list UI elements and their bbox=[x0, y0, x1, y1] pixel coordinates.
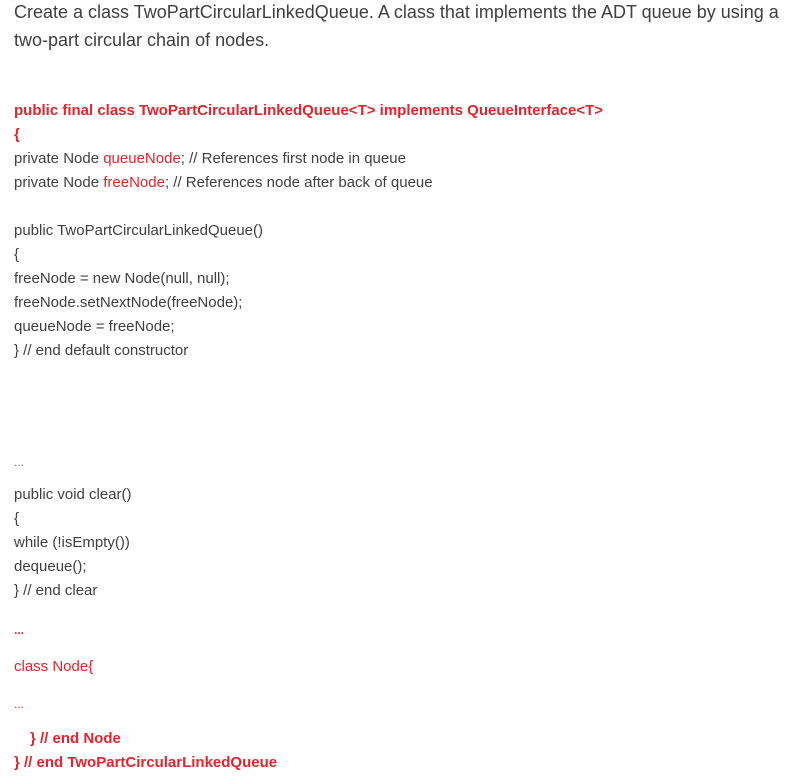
field-comment: ; // References node after back of queue bbox=[164, 174, 433, 191]
field-queue-node bbox=[14, 149, 406, 169]
constructor-close: } // end default constructor bbox=[14, 342, 189, 359]
class-close: } // end TwoPartCircularLinkedQueue bbox=[14, 754, 278, 771]
constructor-line: freeNode = new Node(null, null); bbox=[14, 270, 230, 287]
constructor-signature: public TwoPartCircularLinkedQueue() bbox=[14, 222, 264, 239]
constructor-line: freeNode.setNextNode(freeNode); bbox=[14, 294, 243, 311]
field-type: private Node bbox=[14, 174, 104, 191]
clear-line: dequeue(); bbox=[14, 558, 87, 575]
ellipsis: ... bbox=[14, 623, 25, 637]
clear-line: while (!isEmpty()) bbox=[14, 534, 130, 551]
ellipsis: ... bbox=[14, 697, 25, 711]
class-declaration: public final class TwoPartCircularLinkedQueue<T> implements QueueInterface<T> bbox=[14, 102, 604, 119]
node-class-close: } // end Node bbox=[30, 730, 121, 747]
field-free-node bbox=[14, 173, 433, 193]
clear-close: } // end clear bbox=[14, 582, 98, 599]
clear-signature: public void clear() bbox=[14, 486, 132, 503]
clear-open-brace: { bbox=[14, 510, 20, 527]
field-comment: ; // References first node in queue bbox=[180, 150, 406, 167]
field-name-free-node: freeNode bbox=[103, 174, 165, 191]
node-class-declaration: class Node{ bbox=[14, 658, 94, 675]
question-text: Create a class TwoPartCircularLinkedQueue. A class that implements the ADT queue by using a two-part circular chain of nodes. bbox=[14, 2, 779, 50]
constructor-line: queueNode = freeNode; bbox=[14, 318, 175, 335]
ellipsis: ... bbox=[14, 455, 25, 469]
constructor-open-brace: { bbox=[14, 246, 20, 263]
field-name-queue-node: queueNode bbox=[103, 150, 181, 167]
field-type: private Node bbox=[14, 150, 104, 167]
class-open-brace: { bbox=[14, 126, 20, 143]
